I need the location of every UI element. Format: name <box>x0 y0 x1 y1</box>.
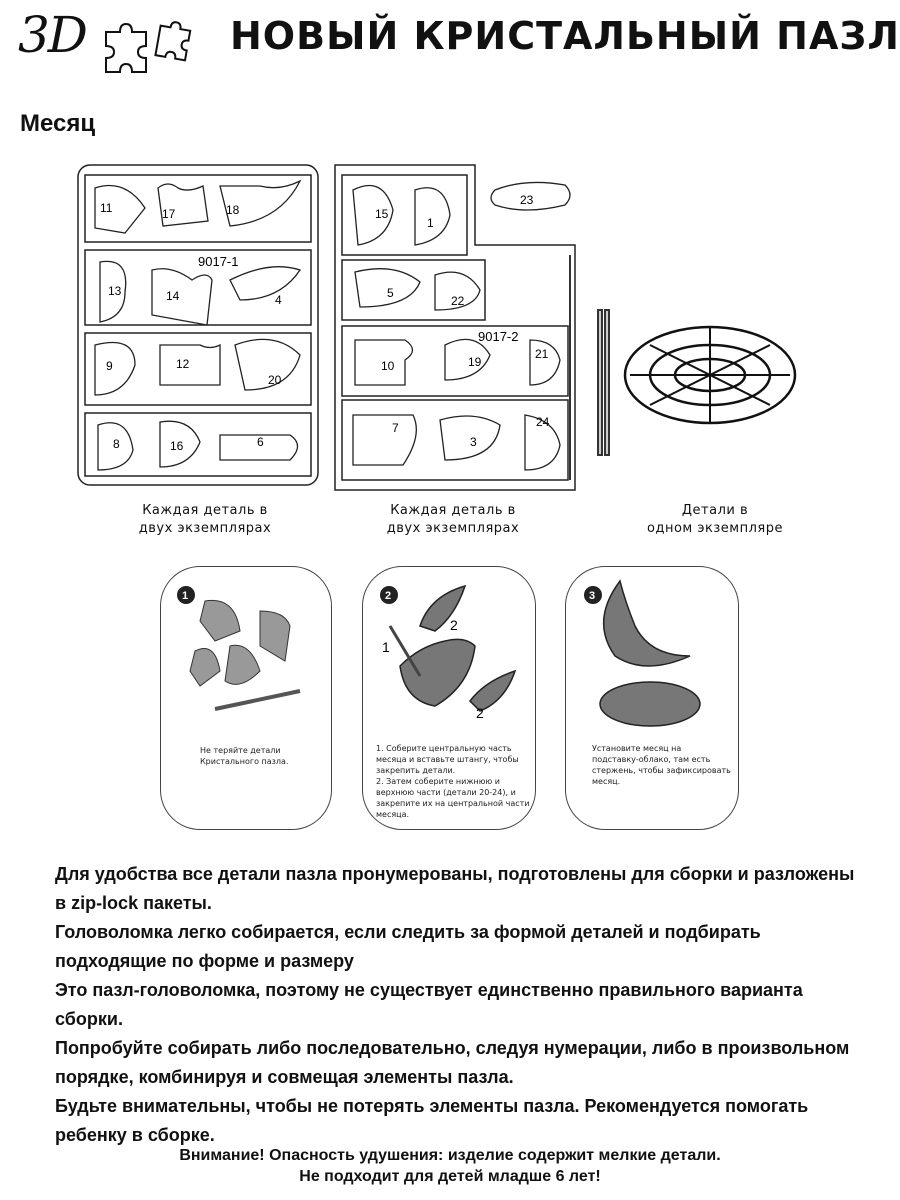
part-number: 14 <box>166 289 180 303</box>
logo-3d <box>18 6 86 64</box>
part-number: 3 <box>470 435 477 449</box>
part-number: 18 <box>226 203 240 217</box>
product-name: Месяц <box>20 110 96 137</box>
safety-warning: Внимание! Опасность удушения: изделие содержит мелкие детали. Не подходит для детей младше 6 лет! <box>179 1147 721 1185</box>
step-3-text: Установите месяц на подставку-облако, там есть стержень, чтобы зафиксировать месяц. <box>592 744 731 786</box>
step-2-text: 1. Соберите центральную часть месяца и вставьте штангу, чтобы закрепить детали. 2. Затем соберите нижнюю и верхнюю части (детали 20-24), и закрепите их на центральной части месяца. <box>376 744 530 819</box>
part-number: 17 <box>162 207 176 221</box>
part-number: 23 <box>520 193 534 207</box>
step-illustrations <box>160 566 740 746</box>
description-paragraph: Для удобства все детали пазла пронумерованы, подготовлены для сборки и разложены в zip-lock пакеты. <box>55 864 855 913</box>
step-label: 2 <box>476 705 484 721</box>
part-number: 5 <box>387 286 394 300</box>
description-paragraph: Будьте внимательны, чтобы не потерять элементы пазла. Рекомендуется помогать ребенку в сборке. <box>55 1096 809 1145</box>
part-number: 15 <box>375 207 389 221</box>
part-number: 22 <box>451 294 465 308</box>
step-1-text: Не теряйте детали Кристального пазла. <box>200 746 289 766</box>
part-number: 21 <box>535 347 549 361</box>
part-number: 11 <box>100 201 113 215</box>
page-title: НОВЫЙ КРИСТАЛЬНЫЙ ПАЗЛ <box>230 14 900 58</box>
step-label: 2 <box>450 617 458 633</box>
part-number: 19 <box>468 355 482 369</box>
part-number: 7 <box>392 421 399 435</box>
description-paragraph: Головоломка легко собирается, если следить за формой деталей и подбирать подходящие по форме и размеру <box>55 922 761 971</box>
caption-left: Каждая деталь в двух экземплярах <box>138 503 272 536</box>
part-number: 20 <box>268 373 282 387</box>
puzzle-logo-icon <box>98 14 208 74</box>
part-number: 6 <box>257 435 264 449</box>
part-number: 4 <box>275 293 282 307</box>
part-number: 16 <box>170 439 184 453</box>
step-number: 3 <box>589 590 596 602</box>
part-number: 12 <box>176 357 190 371</box>
part-number: 10 <box>381 359 395 373</box>
part-number: 9 <box>106 359 113 373</box>
caption-middle: Каждая деталь в двух экземплярах <box>386 503 520 536</box>
step-number: 2 <box>385 590 392 602</box>
logo-text: 3D <box>18 6 86 64</box>
parts-diagram <box>70 160 830 500</box>
caption-right: Детали в одном экземпляре <box>647 503 783 536</box>
description <box>55 860 855 1150</box>
part-number: 1 <box>427 216 434 230</box>
part-code: 9017-2 <box>478 329 519 344</box>
part-number: 24 <box>536 415 550 429</box>
step-label: 1 <box>382 639 390 655</box>
part-number: 8 <box>113 437 120 451</box>
description-paragraph: Это пазл-головоломка, поэтому не существует единственно правильного варианта сборки. <box>55 980 803 1029</box>
part-number: 13 <box>108 284 122 298</box>
part-code: 9017-1 <box>198 254 239 269</box>
description-paragraph: Попробуйте собирать либо последовательно, следуя нумерации, либо в произвольном порядке, комбинируя и совмещая элементы пазла. <box>55 1038 850 1087</box>
step-number: 1 <box>182 590 189 602</box>
